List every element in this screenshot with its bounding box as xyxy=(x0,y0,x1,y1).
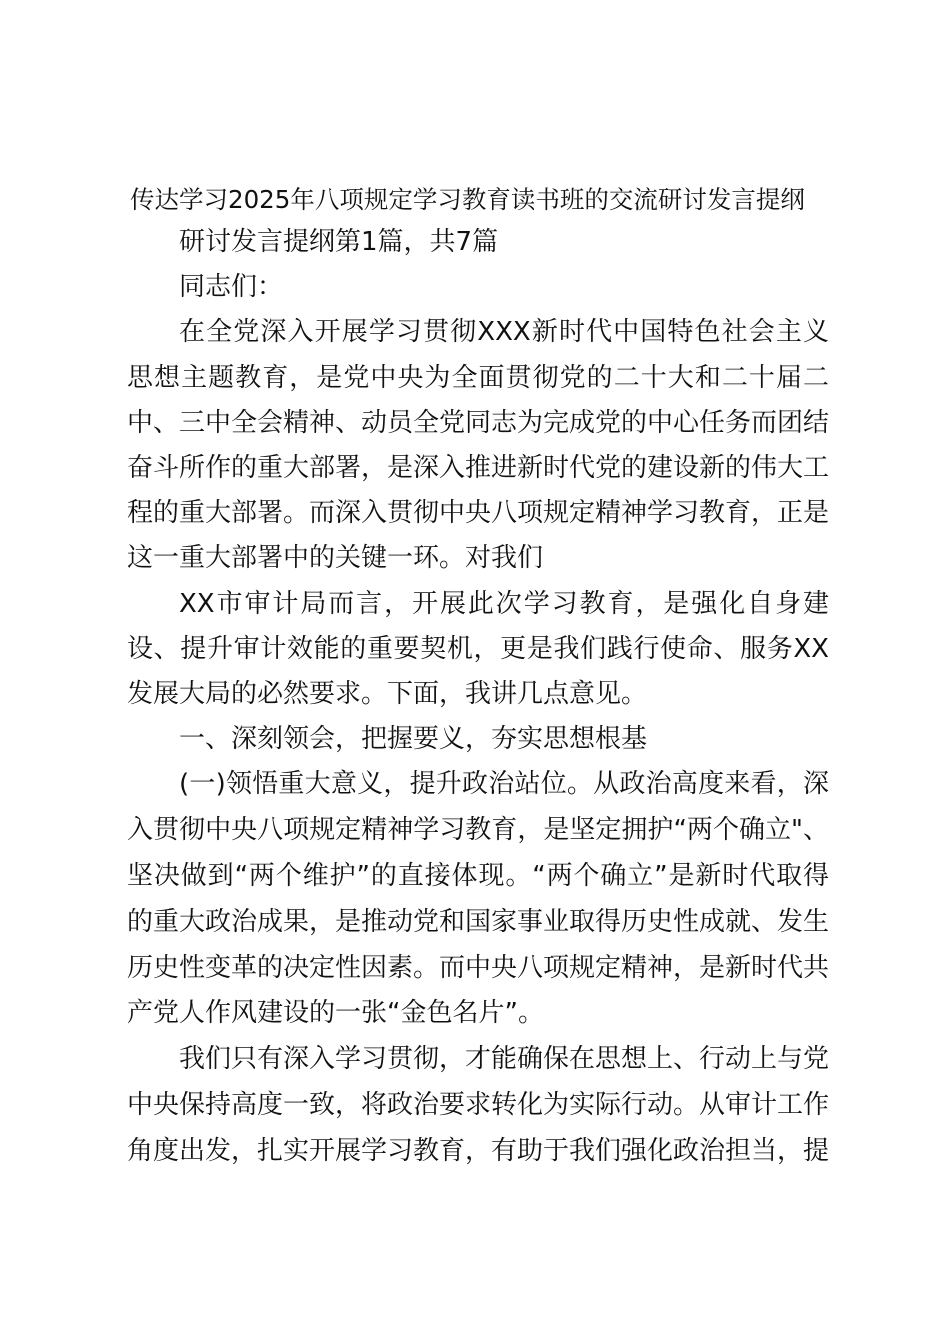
document-title: 传达学习2025年八项规定学习教育读书班的交流研讨发言提纲 xyxy=(130,185,805,214)
section-heading-1: 一、深刻领会，把握要义，夯实思想根基 xyxy=(179,724,648,755)
paragraph-audit-bureau: XX市审计局而言，开展此次学习教育，是强化自身建设、提升审计效能的重要契机，更是我们践行使命、服务XX发展大局的必然要求。下面，我讲几点意见。 xyxy=(127,588,829,710)
paragraph-consistency: 我们只有深入学习贯彻，才能确保在思想上、行动上与党中央保持高度一致，将政治要求转化为实际行动。从审计工作角度出发，扎实开展学习教育，有助于我们强化政治担当，提 xyxy=(127,1044,830,1166)
document-body xyxy=(127,220,829,1175)
document-subtitle: 研讨发言提纲第1篇，共7篇 xyxy=(179,227,499,257)
salutation: 同志们： xyxy=(179,272,284,303)
paragraph-political-significance: (一)领悟重大意义，提升政治站位。从政治高度来看，深入贯彻中央八项规定精神学习教育，是坚定拥护“两个确立"、坚决做到“两个维护”的直接体现。“两个确立”是新时代取得的重大政治成果，是推动党和国家事业取得历史性成就、发生历史性变革的决定性因素。而中央八项规定精神，是新时代共产党人作风建设的一张“金色名片”。 xyxy=(127,769,830,1029)
paragraph-intro: 在全党深入开展学习贯彻XXX新时代中国特色社会主义思想主题教育，是党中央为全面贯彻党的二十大和二十届二中、三中全会精神、动员全党同志为完成党的中心任务而团结奋斗所作的重大部署，是深入推进新时代党的建设新的伟大工程的重大部署。而深入贯彻中央八项规定精神学习教育，正是这一重大部署中的关键一环。对我们 xyxy=(127,317,830,574)
